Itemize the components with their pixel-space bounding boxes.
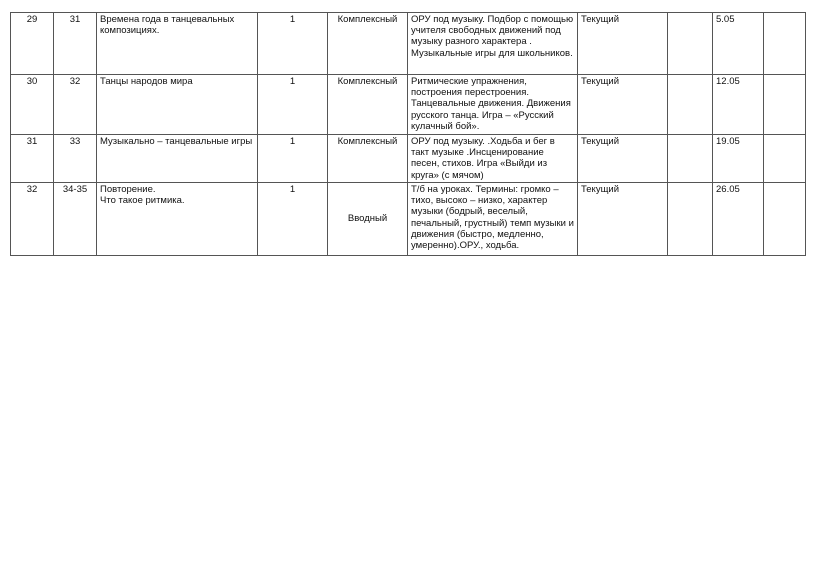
empty-cell xyxy=(764,183,806,256)
lesson-number: 34-35 xyxy=(54,183,97,256)
hours-count: 1 xyxy=(258,75,328,135)
lesson-type: Вводный xyxy=(328,183,408,256)
lesson-type: Комплексный xyxy=(328,75,408,135)
lesson-number: 33 xyxy=(54,135,97,183)
empty-cell xyxy=(764,75,806,135)
empty-cell xyxy=(764,135,806,183)
hours-count: 1 xyxy=(258,13,328,75)
lesson-topic: Танцы народов мира xyxy=(97,75,258,135)
empty-cell xyxy=(668,13,713,75)
row-number: 30 xyxy=(11,75,54,135)
empty-cell xyxy=(668,75,713,135)
table-row xyxy=(11,13,806,75)
lesson-date: 12.05 xyxy=(713,75,764,135)
control-type: Текущий xyxy=(578,75,668,135)
lesson-type: Комплексный xyxy=(328,135,408,183)
lesson-number: 32 xyxy=(54,75,97,135)
hours-count: 1 xyxy=(258,183,328,256)
lesson-type: Комплексный xyxy=(328,13,408,75)
lesson-content: ОРУ под музыку. Подбор с помощью учителя свободных движений под музыку разного характера . Музыкальные игры для школьников. xyxy=(408,13,578,75)
hours-count: 1 xyxy=(258,135,328,183)
row-number: 29 xyxy=(11,13,54,75)
empty-cell xyxy=(668,135,713,183)
lesson-date: 19.05 xyxy=(713,135,764,183)
lesson-content: Т/б на уроках. Термины: громко – тихо, высоко – низко, характер музыки (бодрый, веселый, печальный, грустный) темп музыки и движения (быстро, медленно, умеренно).ОРУ., ходьба. xyxy=(408,183,578,256)
lesson-content: ОРУ под музыку. .Ходьба и бег в такт музыке .Инсценирование песен, стихов. Игра «Выйди из круга» (с мячом) xyxy=(408,135,578,183)
table-row xyxy=(11,183,806,256)
lesson-content: Ритмические упражнения, построения перестроения. Танцевальные движения. Движения русского танца. Игра – «Русский кулачный бой». xyxy=(408,75,578,135)
lesson-date: 5.05 xyxy=(713,13,764,75)
row-number: 32 xyxy=(11,183,54,256)
control-type: Текущий xyxy=(578,183,668,256)
control-type: Текущий xyxy=(578,135,668,183)
control-type: Текущий xyxy=(578,13,668,75)
empty-cell xyxy=(668,183,713,256)
table-row xyxy=(11,135,806,183)
empty-cell xyxy=(764,13,806,75)
lesson-topic: Музыкально – танцевальные игры xyxy=(97,135,258,183)
row-number: 31 xyxy=(11,135,54,183)
lesson-plan-table xyxy=(10,12,806,256)
lesson-topic: Времена года в танцевальных композициях. xyxy=(97,13,258,75)
lesson-number: 31 xyxy=(54,13,97,75)
lesson-topic: Повторение. Что такое ритмика. xyxy=(97,183,258,256)
table-row xyxy=(11,75,806,135)
lesson-date: 26.05 xyxy=(713,183,764,256)
